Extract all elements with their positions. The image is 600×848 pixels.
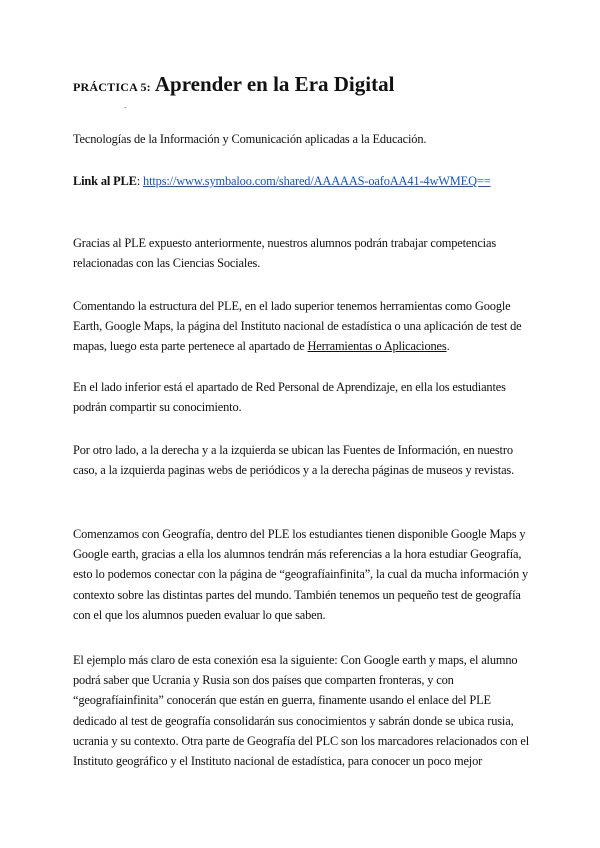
structure-end: . bbox=[446, 339, 450, 354]
title-dash: - bbox=[124, 103, 127, 112]
link-colon: : bbox=[136, 174, 141, 188]
subtitle-paragraph: Tecnologías de la Información y Comunicación aplicadas a la Educación. bbox=[73, 132, 427, 146]
paragraph-structure bbox=[73, 296, 533, 357]
paragraph-geografia: Comenzamos con Geografía, dentro del PLE los estudiantes tienen disponible Google Maps y Google earth, gracias a ella los alumnos tendrán más referencias a la hora estudiar Geografía, esto lo podemos conectar con la página de “geografíainfinita”, la cual da mucha información y contexto sobre las distintas partes del mundo. También tenemos un pequeño test de geografía con el que los alumnos pueden evaluar lo que saben. bbox=[73, 527, 528, 622]
title-prefix: PRÁCTICA 5: bbox=[73, 80, 151, 94]
ple-link-paragraph bbox=[73, 171, 533, 191]
title-main: Aprender en la Era Digital bbox=[154, 72, 395, 96]
page-title bbox=[73, 72, 394, 97]
paragraph-fuentes: Por otro lado, a la derecha y a la izquierda se ubican las Fuentes de Información, en nuestro caso, a la izquierda paginas webs de periódicos y a la derecha páginas de museos y revistas. bbox=[73, 443, 515, 478]
herramientas-link-text: Herramientas o Aplicaciones bbox=[307, 339, 447, 354]
ple-link[interactable]: https://www.symbaloo.com/shared/AAAAAS-oafoAA41-4wWMEQ== bbox=[143, 174, 491, 188]
paragraph-intro: Gracias al PLE expuesto anteriormente, nuestros alumnos podrán trabajar competencias relacionadas con las Ciencias Sociales. bbox=[73, 236, 496, 271]
paragraph-ejemplo: El ejemplo más claro de esta conexión esa la siguiente: Con Google earth y maps, el alumno podrá saber que Ucrania y Rusia son dos países que comparten fronteras, y con “geografíainfinita” conocerán que están en guerra, finamente usando el enlace del PLE dedicado al test de geografía consolidarán sus conocimientos y sabrán donde se ubica rusia, ucrania y su contexto. Otra parte de Geografía del PLC son los marcadores relacionados con el Instituto geográfico y el Instituto nacional de estadística, para conocer un poco mejor bbox=[73, 653, 530, 769]
paragraph-red-personal: En el lado inferior está el apartado de Red Personal de Aprendizaje, en ella los estudiantes podrán compartir su conocimiento. bbox=[73, 380, 506, 415]
link-label: Link al PLE bbox=[73, 174, 137, 188]
structure-text: Comentando la estructura del PLE, en el lado superior tenemos herramientas como Google Earth, Google Maps, la página del Instituto nacional de estadística o una aplicación de test de mapas, luego esta parte pertenece al apartado de bbox=[73, 299, 522, 354]
